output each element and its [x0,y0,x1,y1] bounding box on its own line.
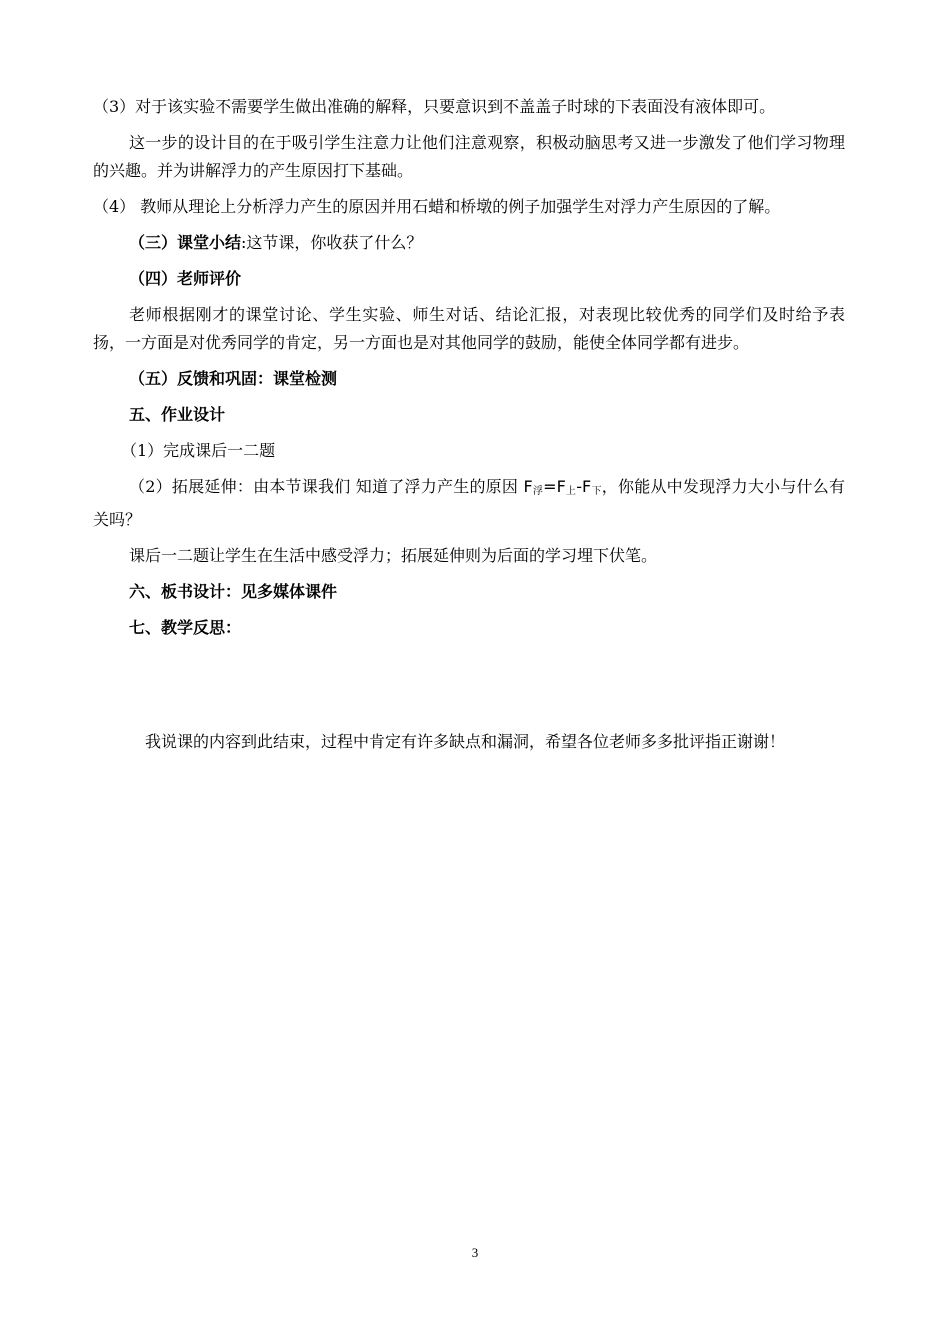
homework-item-1: （1）完成课后一二题 [121,441,276,460]
class-summary-heading: （三）课堂小结 [129,233,242,252]
formula-minus-f: -F [576,477,592,496]
homework-item-2 [93,473,845,534]
class-summary-text: :这节课，你收获了什么？ [241,233,423,252]
paragraph-teacher-evaluation: 老师根据刚才的课堂讨论、学生实验、师生对话、结论汇报，对表现比较优秀的同学们及时给予表扬，一方面是对优秀同学的肯定，另一方面也是对其他同学的鼓励，能使全体同学都有进步。 [93,305,845,352]
section-homework-heading: 五、作业设计 [129,405,226,424]
section-reflection-heading: 七、教学反思： [129,618,242,637]
formula-sub-lower: 下 [591,486,602,497]
paragraph-design-purpose: 这一步的设计目的在于吸引学生注意力让他们注意观察，积极动脑思考又进一步激发了他们学习物理的兴趣。并为讲解浮力的产生原因打下基础。 [93,133,845,180]
section-feedback-heading: （五）反馈和巩固：课堂检测 [129,369,338,388]
section-teacher-evaluation-heading: （四）老师评价 [129,269,242,288]
formula-f: F [523,477,533,496]
paragraph-teacher-analysis: （4） 教师从理论上分析浮力产生的原因并用石蜡和桥墩的例子加强学生对浮力产生原因的了解。 [93,197,781,216]
section-class-summary [93,229,845,257]
section-board-design-heading: 六、板书设计：见多媒体课件 [129,582,338,601]
paragraph-closing: 我说课的内容到此结束，过程中肯定有许多缺点和漏洞，希望各位老师多多批评指正谢谢！ [145,732,786,751]
homework-item-2-question: ，你能从中发现浮力大小与什么有关吗？ [93,477,846,529]
formula-sub-upper: 上 [565,486,577,497]
formula-equals-f: =F [543,477,566,496]
homework-item-2-intro: （2）拓展延伸：由本节课我们 知道了浮力产生的原因 [129,477,524,496]
paragraph-homework-purpose: 课后一二题让学生在生活中感受浮力；拓展延伸则为后面的学习埋下伏笔。 [129,546,658,565]
paragraph-experiment-note: （3）对于该实验不需要学生做出准确的解释，只要意识到不盖盖子时球的下表面没有液体即可。 [93,97,776,116]
blank-space [93,650,845,728]
formula-sub-buoyant: 浮 [532,486,544,497]
page-number: 3 [471,1245,479,1260]
document-body [93,93,845,764]
